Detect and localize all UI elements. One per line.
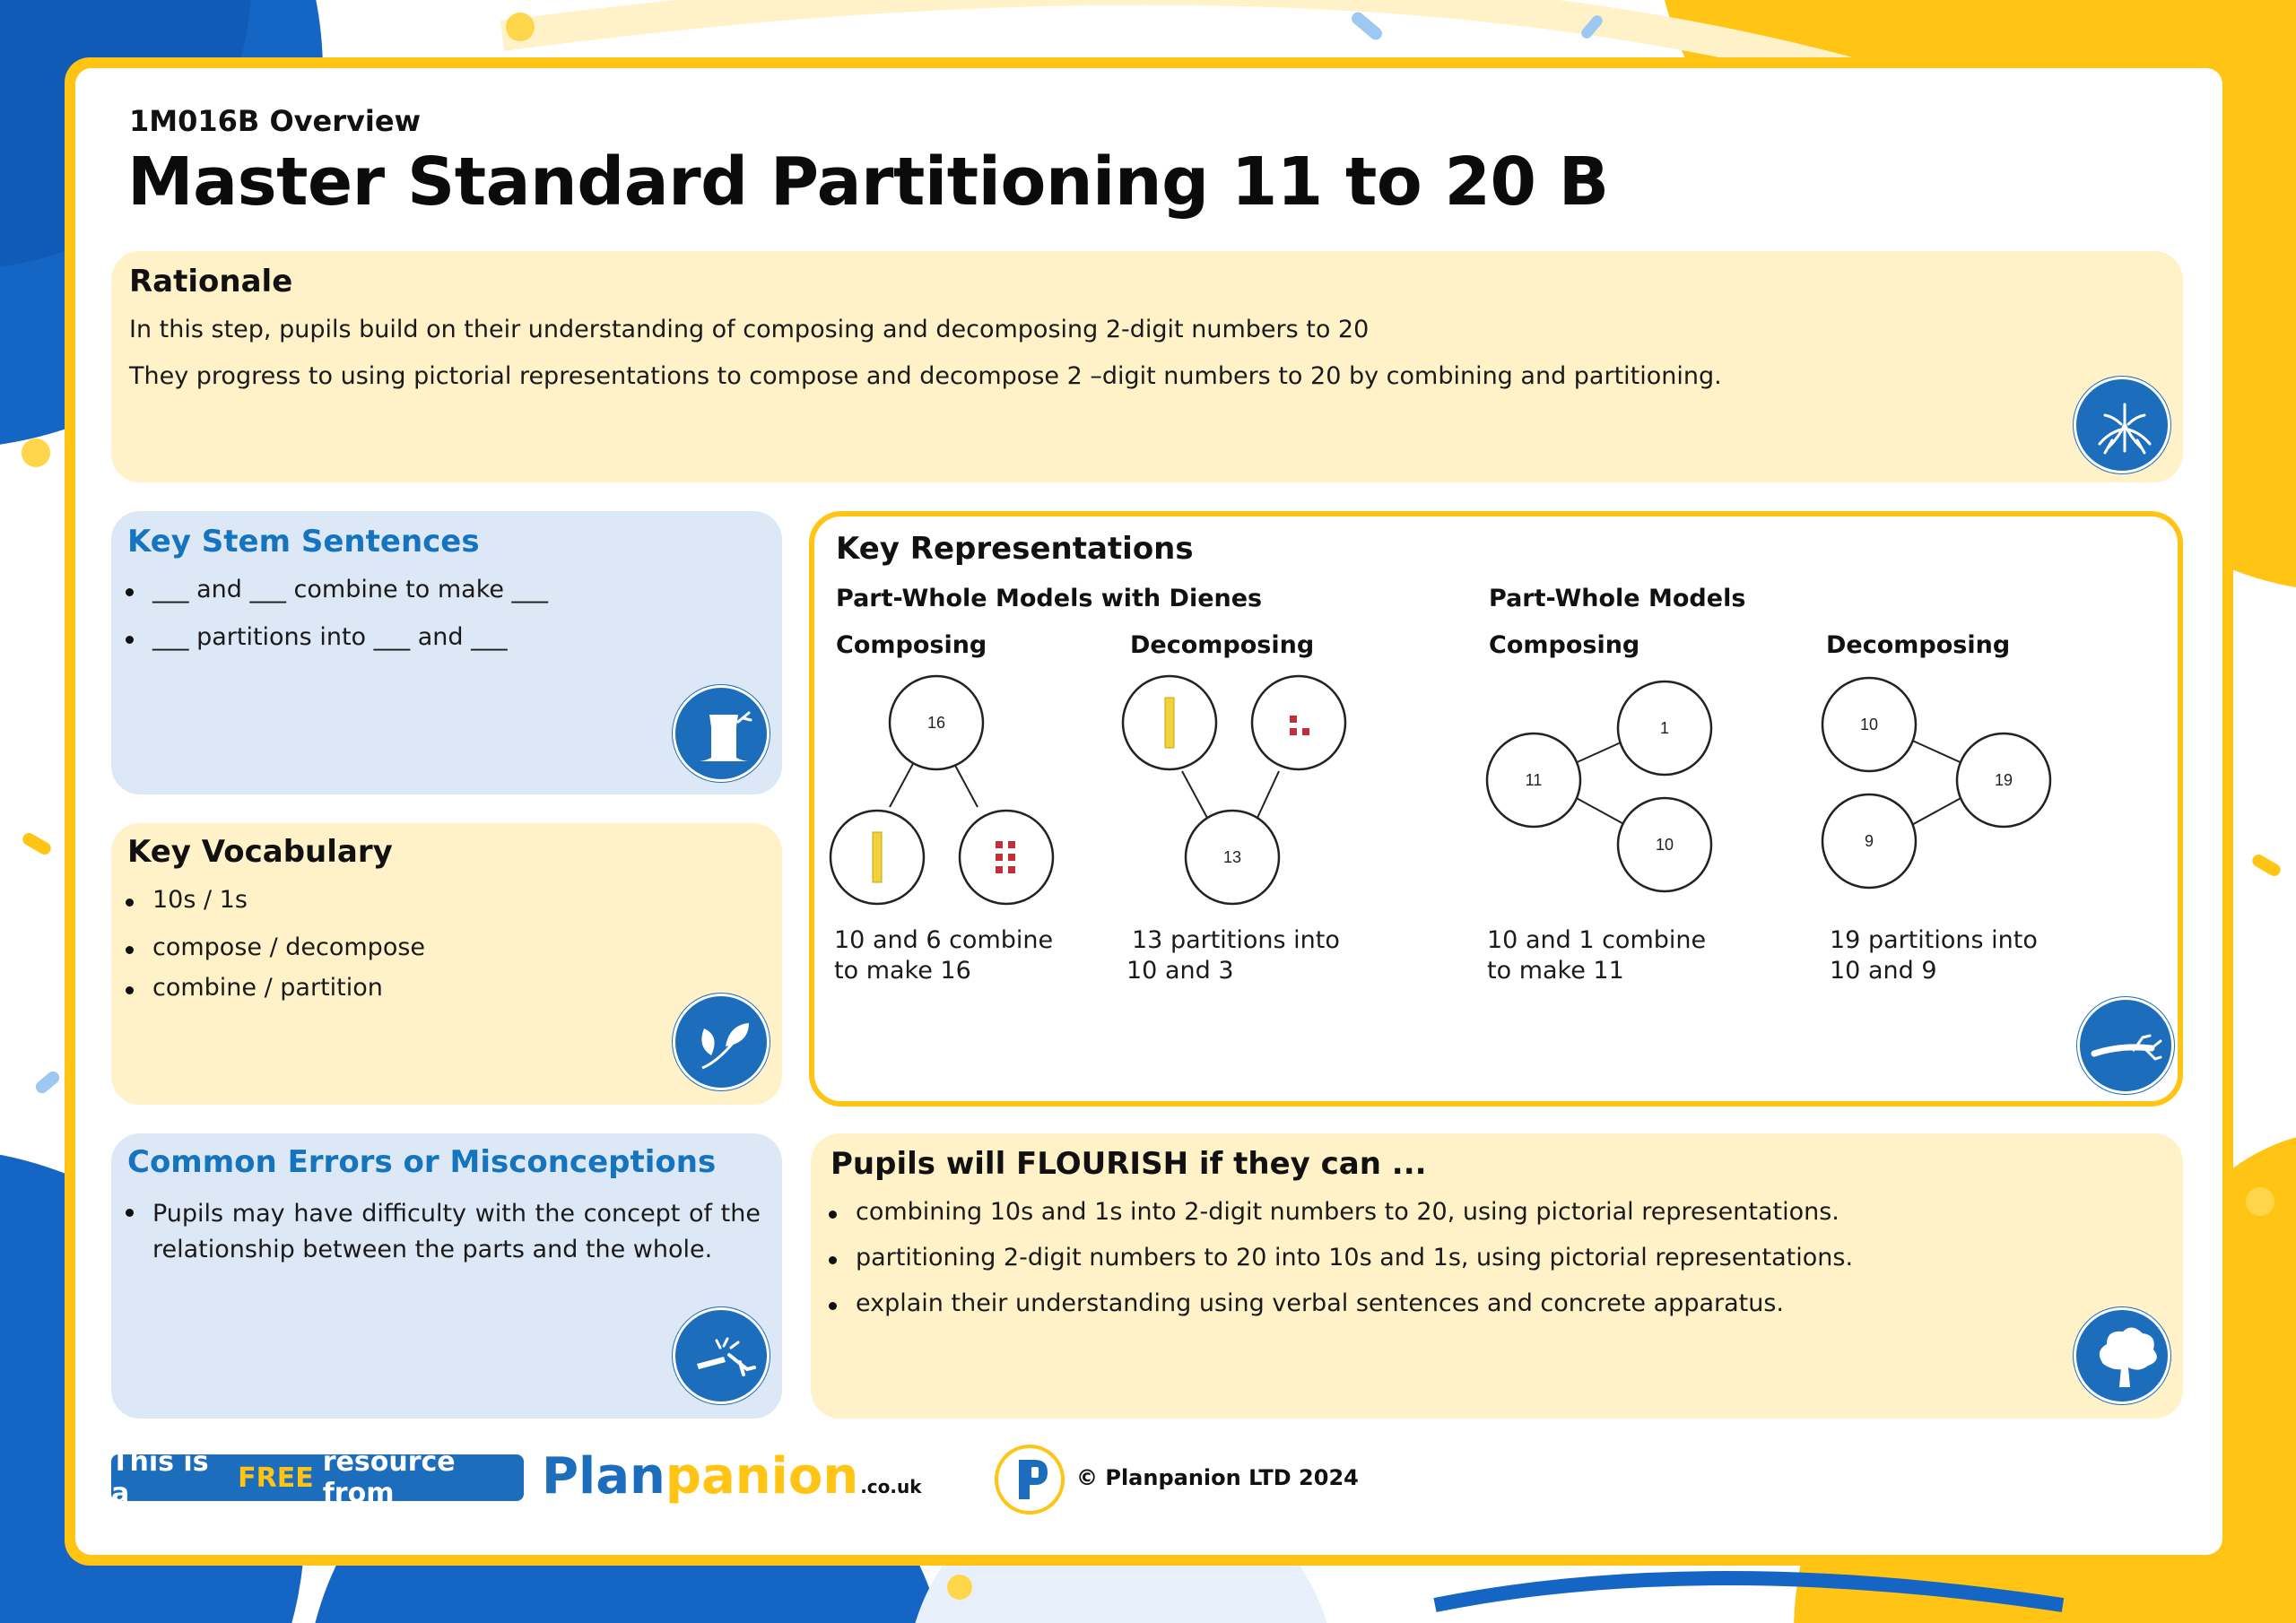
- planpanion-logo[interactable]: [542, 1447, 922, 1505]
- stem-sentences-heading: Key Stem Sentences: [127, 524, 480, 560]
- part-label: 10: [1655, 836, 1674, 854]
- ten-rod: [873, 832, 882, 882]
- whole-label: 11: [1525, 771, 1543, 789]
- part-label: 1: [1659, 719, 1670, 737]
- dienes-heading: Part-Whole Models with Dienes: [836, 585, 1263, 612]
- list-item: explain their understanding using verbal sentences and concrete apparatus.: [825, 1289, 1853, 1317]
- broken-branch-icon: [673, 1307, 770, 1404]
- vocabulary-panel: [111, 823, 782, 1105]
- dienes-decomposing-caption-2: 10 and 3: [1126, 957, 1234, 985]
- list-item: 10s / 1s: [122, 886, 425, 914]
- misconceptions-panel: [111, 1133, 782, 1419]
- misconceptions-list: [122, 1196, 761, 1268]
- representations-panel: [809, 511, 2183, 1107]
- part-label: 9: [1864, 832, 1874, 850]
- list-item: ___ partitions into ___ and ___: [122, 623, 548, 651]
- models-decomposing-label: Decomposing: [1826, 631, 2011, 659]
- copyright: © Planpanion LTD 2024: [1076, 1465, 1359, 1490]
- leaves-icon: [673, 994, 770, 1090]
- models-heading: Part-Whole Models: [1489, 585, 1746, 612]
- dienes-decomposing-caption-1: 13 partitions into: [1132, 926, 1340, 954]
- banner-free: FREE: [238, 1462, 314, 1494]
- lesson-code: 1M016B Overview: [129, 104, 422, 138]
- tree-trunk-icon: [673, 685, 770, 782]
- representations-heading: Key Representations: [836, 531, 1194, 567]
- banner-prefix: This is a: [111, 1446, 209, 1509]
- dienes-composing-caption-2: to make 16: [834, 957, 971, 985]
- planpanion-mark-icon: [994, 1444, 1065, 1515]
- models-decomposing-diagram: [1821, 674, 2072, 916]
- list-item: combining 10s and 1s into 2-digit numbers to 20, using pictorial representations.: [825, 1198, 1853, 1226]
- stem-sentences-panel: [111, 511, 782, 794]
- part-label: 10: [1859, 716, 1879, 733]
- roots-icon: [2074, 377, 2170, 473]
- page-title: Master Standard Partitioning 11 to 20 B: [127, 143, 1609, 221]
- flourish-panel: [811, 1133, 2183, 1419]
- logo-panion: panion: [665, 1447, 859, 1506]
- dienes-composing-caption-1: 10 and 6 combine: [834, 926, 1054, 954]
- dienes-composing-label: Composing: [836, 631, 987, 659]
- dienes-composing-diagram: [827, 674, 1078, 916]
- dienes-decomposing-diagram: [1119, 674, 1370, 916]
- whole-label: 16: [926, 714, 946, 732]
- list-item: compose / decompose: [122, 933, 425, 961]
- vocabulary-list: [122, 886, 425, 1002]
- branch-icon: [2077, 997, 2174, 1094]
- banner-suffix: resource from: [322, 1446, 456, 1509]
- rationale-heading: Rationale: [129, 264, 293, 299]
- rationale-line-1: In this step, pupils build on their understanding of composing and decomposing 2-digit numbers to 20: [129, 316, 1370, 343]
- flourish-list: [825, 1198, 1853, 1317]
- models-composing-caption-2: to make 11: [1487, 957, 1624, 985]
- whole-label: 13: [1222, 848, 1242, 866]
- list-item: partitioning 2-digit numbers to 20 into 10s and 1s, using pictorial representations.: [825, 1244, 1853, 1271]
- rationale-panel: [111, 251, 2183, 482]
- stem-sentences-list: [122, 576, 548, 651]
- models-composing-diagram: [1485, 674, 1736, 916]
- list-item: ___ and ___ combine to make ___: [122, 576, 548, 603]
- misconceptions-heading: Common Errors or Misconceptions: [127, 1144, 717, 1180]
- free-resource-banner[interactable]: [111, 1446, 524, 1509]
- logo-domain: .co.uk: [860, 1476, 922, 1497]
- models-decomposing-caption-1: 19 partitions into: [1830, 926, 2038, 954]
- models-decomposing-caption-2: 10 and 9: [1830, 957, 1937, 985]
- tree-icon: [2074, 1307, 2170, 1404]
- whole-label: 19: [1994, 771, 2013, 789]
- rationale-line-2: They progress to using pictorial representations to compose and decompose 2 –digit numbers to 20 by combining and partitioning.: [129, 362, 1722, 390]
- ten-rod: [1165, 698, 1174, 748]
- logo-plan: Plan: [542, 1447, 665, 1506]
- models-composing-caption-1: 10 and 1 combine: [1487, 926, 1707, 954]
- flourish-heading: Pupils will FLOURISH if they can ...: [831, 1146, 1427, 1182]
- list-item: combine / partition: [122, 974, 425, 1002]
- vocabulary-heading: Key Vocabulary: [127, 834, 393, 870]
- models-composing-label: Composing: [1489, 631, 1640, 659]
- dienes-decomposing-label: Decomposing: [1130, 631, 1315, 659]
- list-item: Pupils may have difficulty with the concept of the relationship between the parts and the whole.: [122, 1196, 761, 1268]
